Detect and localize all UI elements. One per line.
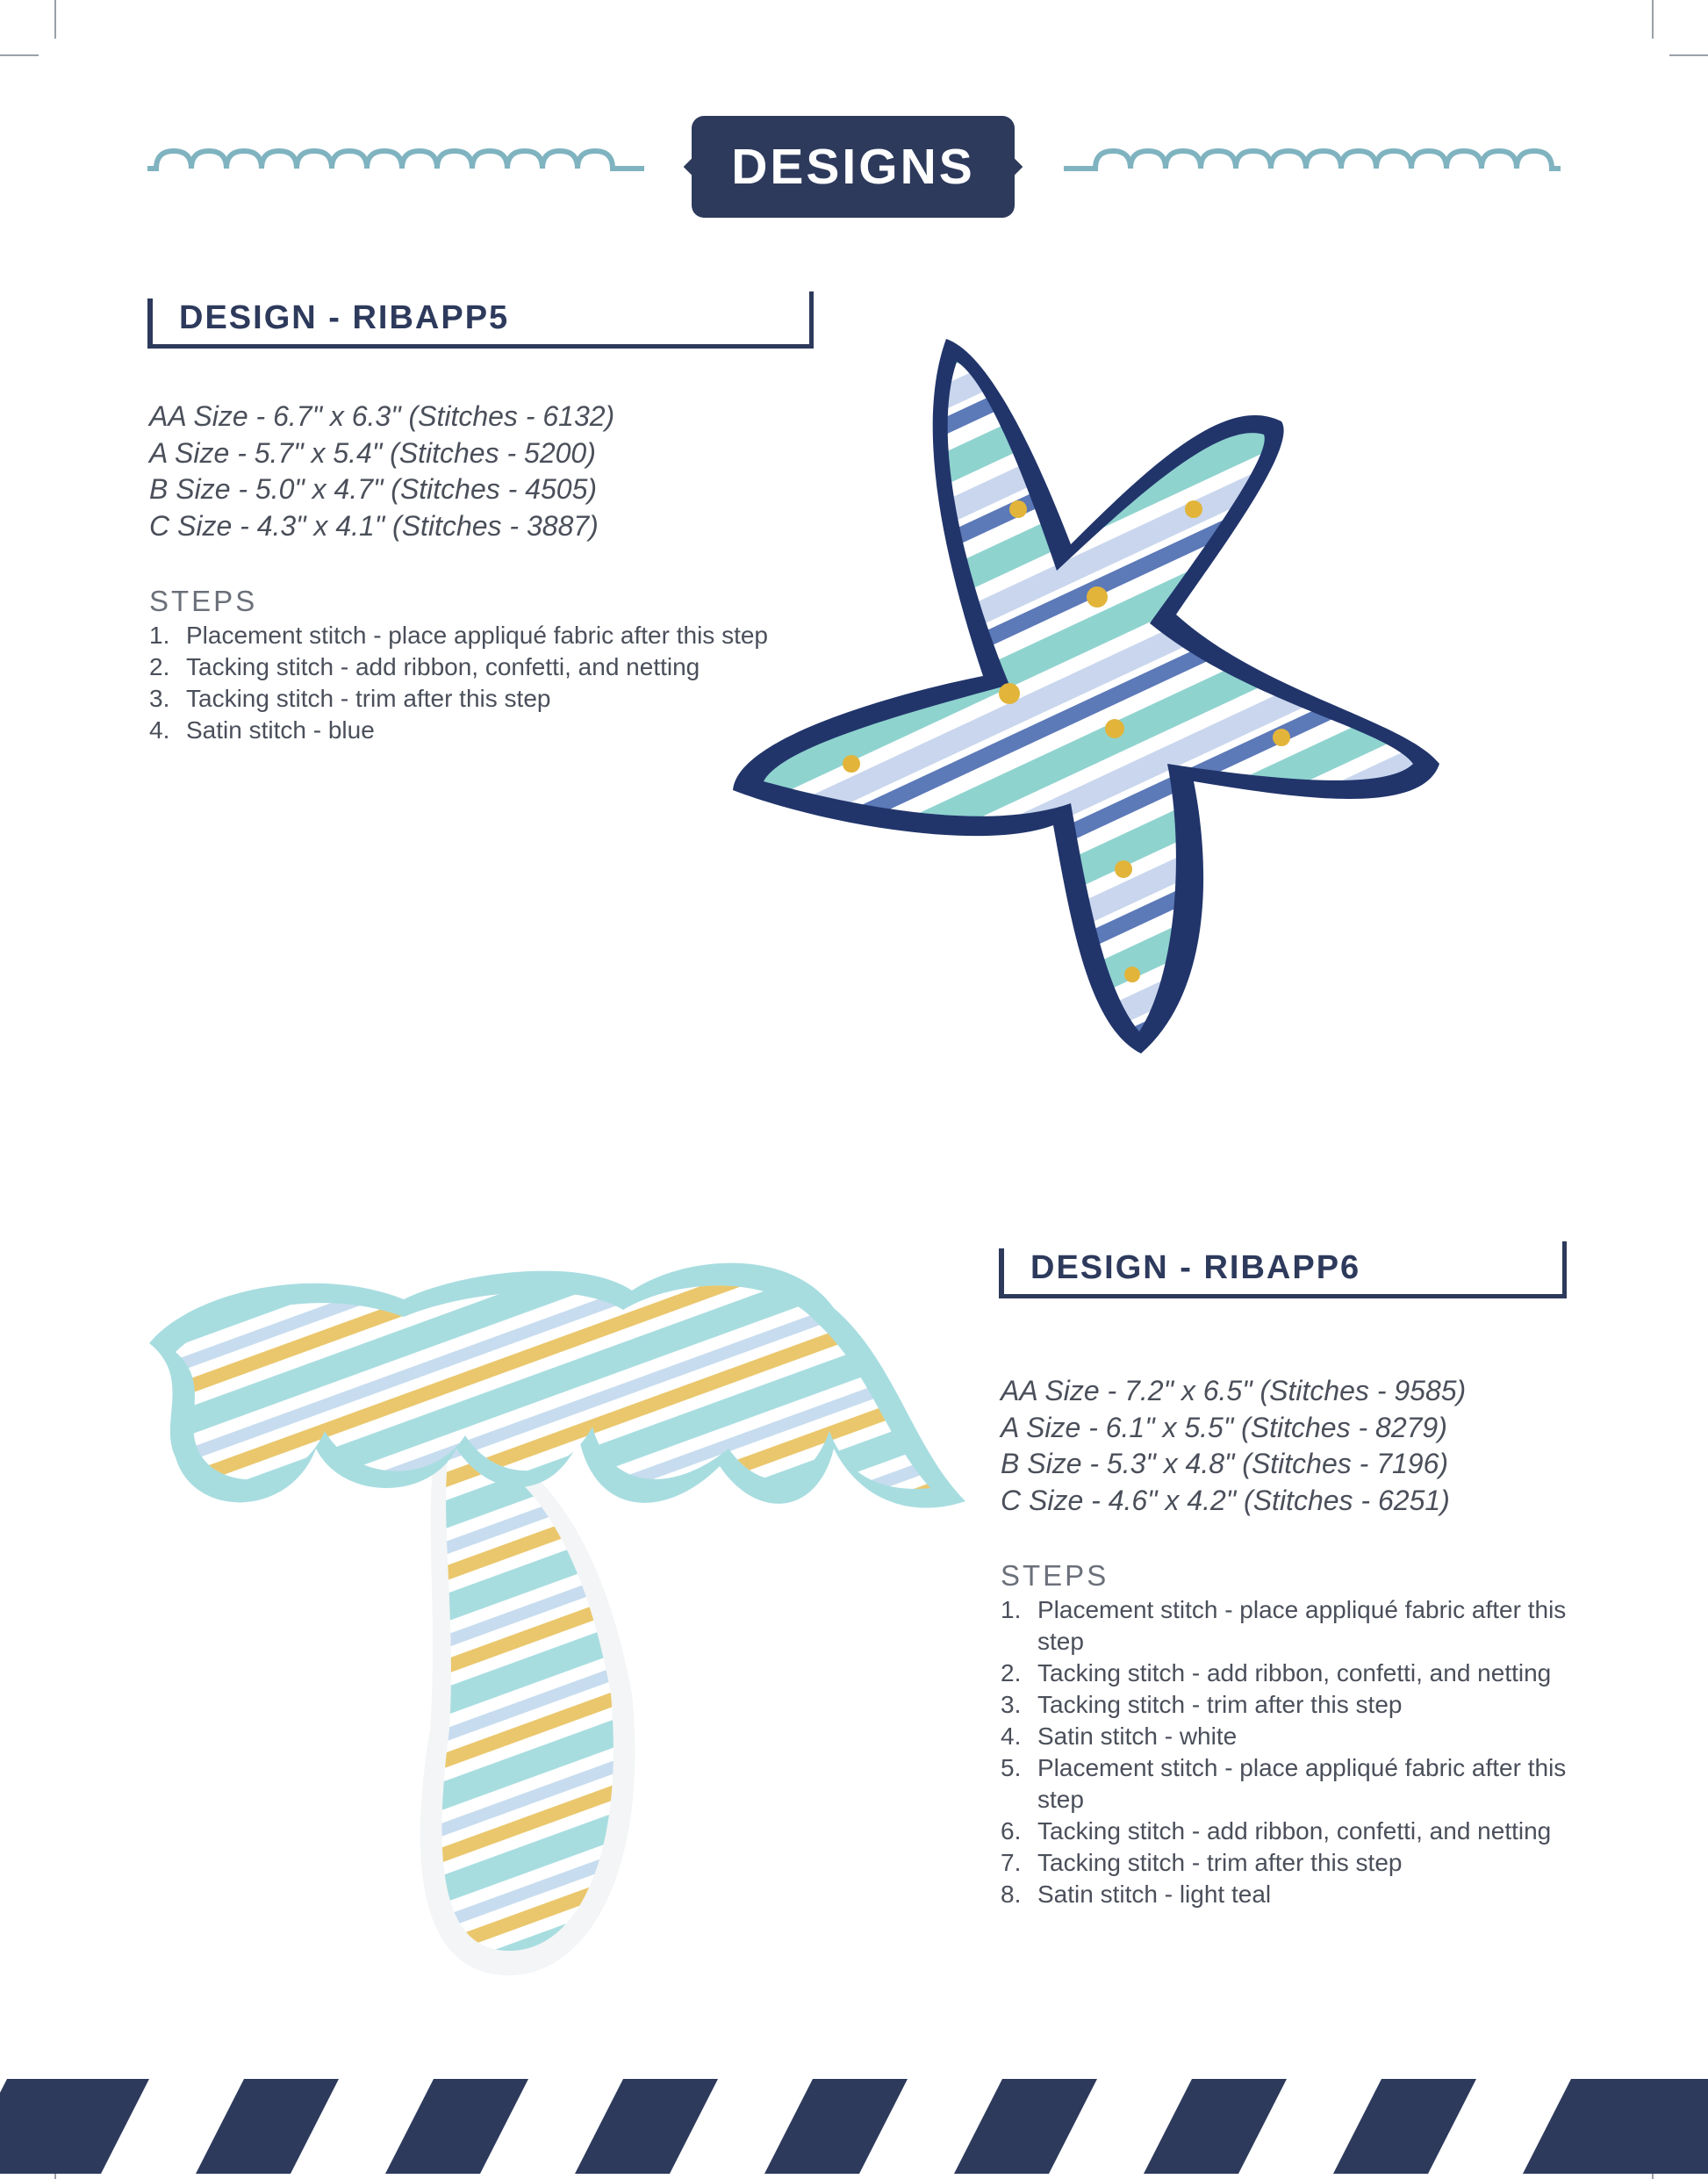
step-item — [1001, 1721, 1580, 1752]
design-heading-ribapp5 — [147, 298, 814, 349]
size-list — [149, 399, 614, 544]
step-text: Satin stitch - light teal — [1037, 1881, 1272, 1908]
step-item — [149, 620, 816, 651]
step-text: Placement stitch - place appliqué fabric after this step — [1037, 1754, 1567, 1813]
size-item: C Size - 4.3" x 4.1" (Stitches - 3887) — [149, 509, 599, 542]
crop-mark — [1652, 0, 1654, 39]
steps-list — [1001, 1594, 1580, 1910]
step-item — [1001, 1594, 1580, 1658]
steps-heading: STEPS — [1001, 1559, 1109, 1592]
palm-tree-applique-image — [140, 1238, 974, 1993]
wave-divider-left — [147, 140, 644, 176]
step-text: Placement stitch - place appliqué fabric after this step — [1037, 1596, 1567, 1655]
design-title: DESIGN - RIBAPP6 — [1030, 1249, 1361, 1286]
step-item — [1001, 1689, 1580, 1721]
size-item: A Size - 6.1" x 5.5" (Stitches - 8279) — [1001, 1411, 1447, 1443]
step-number: 7. — [1001, 1849, 1022, 1876]
size-item: AA Size - 7.2" x 6.5" (Stitches - 9585) — [1001, 1375, 1467, 1406]
step-item — [1001, 1816, 1580, 1847]
header-badge — [692, 116, 1015, 218]
size-item: AA Size - 6.7" x 6.3" (Stitches - 6132) — [149, 400, 615, 432]
size-item: B Size - 5.0" x 4.7" (Stitches - 4505) — [149, 473, 598, 505]
step-number: 3. — [149, 685, 170, 712]
step-number: 1. — [149, 622, 170, 649]
step-number: 3. — [1001, 1691, 1022, 1718]
step-number: 8. — [1001, 1881, 1022, 1908]
step-number: 5. — [1001, 1754, 1022, 1781]
wave-divider-right — [1064, 140, 1561, 176]
step-text: Tacking stitch - trim after this step — [1037, 1691, 1403, 1718]
design-title: DESIGN - RIBAPP5 — [179, 299, 510, 336]
step-item — [149, 715, 816, 746]
size-item: B Size - 5.3" x 4.8" (Stitches - 7196) — [1001, 1448, 1449, 1479]
step-number: 2. — [1001, 1659, 1022, 1686]
step-text: Placement stitch - place appliqué fabric after this step — [186, 622, 769, 649]
design-heading-ribapp6 — [999, 1248, 1567, 1298]
step-item — [149, 651, 816, 683]
step-number: 2. — [149, 653, 170, 680]
page-title: DESIGNS — [731, 139, 975, 195]
step-text: Satin stitch - white — [1037, 1722, 1238, 1750]
step-number: 4. — [149, 716, 170, 744]
step-text: Tacking stitch - add ribbon, confetti, and netting — [186, 653, 700, 680]
crop-mark — [1669, 54, 1708, 56]
steps-heading: STEPS — [149, 585, 258, 617]
step-text: Tacking stitch - trim after this step — [1037, 1849, 1403, 1876]
step-text: Tacking stitch - trim after this step — [186, 685, 551, 712]
stripe-band — [0, 2079, 1708, 2174]
step-item — [1001, 1847, 1580, 1879]
size-item: A Size - 5.7" x 5.4" (Stitches - 5200) — [149, 436, 596, 469]
step-item — [1001, 1752, 1580, 1816]
step-item — [1001, 1879, 1580, 1910]
step-number: 1. — [1001, 1596, 1022, 1623]
crop-mark — [0, 54, 39, 56]
step-text: Tacking stitch - add ribbon, confetti, and netting — [1037, 1659, 1552, 1686]
starfish-applique-image — [720, 325, 1562, 1150]
step-text: Satin stitch - blue — [186, 716, 375, 744]
step-number: 6. — [1001, 1817, 1022, 1845]
size-list — [1001, 1373, 1466, 1519]
step-item — [1001, 1658, 1580, 1689]
step-item — [149, 683, 816, 715]
size-item: C Size - 4.6" x 4.2" (Stitches - 6251) — [1001, 1484, 1450, 1516]
crop-mark — [54, 0, 56, 39]
step-text: Tacking stitch - add ribbon, confetti, and netting — [1037, 1817, 1552, 1845]
steps-list — [149, 620, 816, 746]
step-number: 4. — [1001, 1722, 1022, 1750]
